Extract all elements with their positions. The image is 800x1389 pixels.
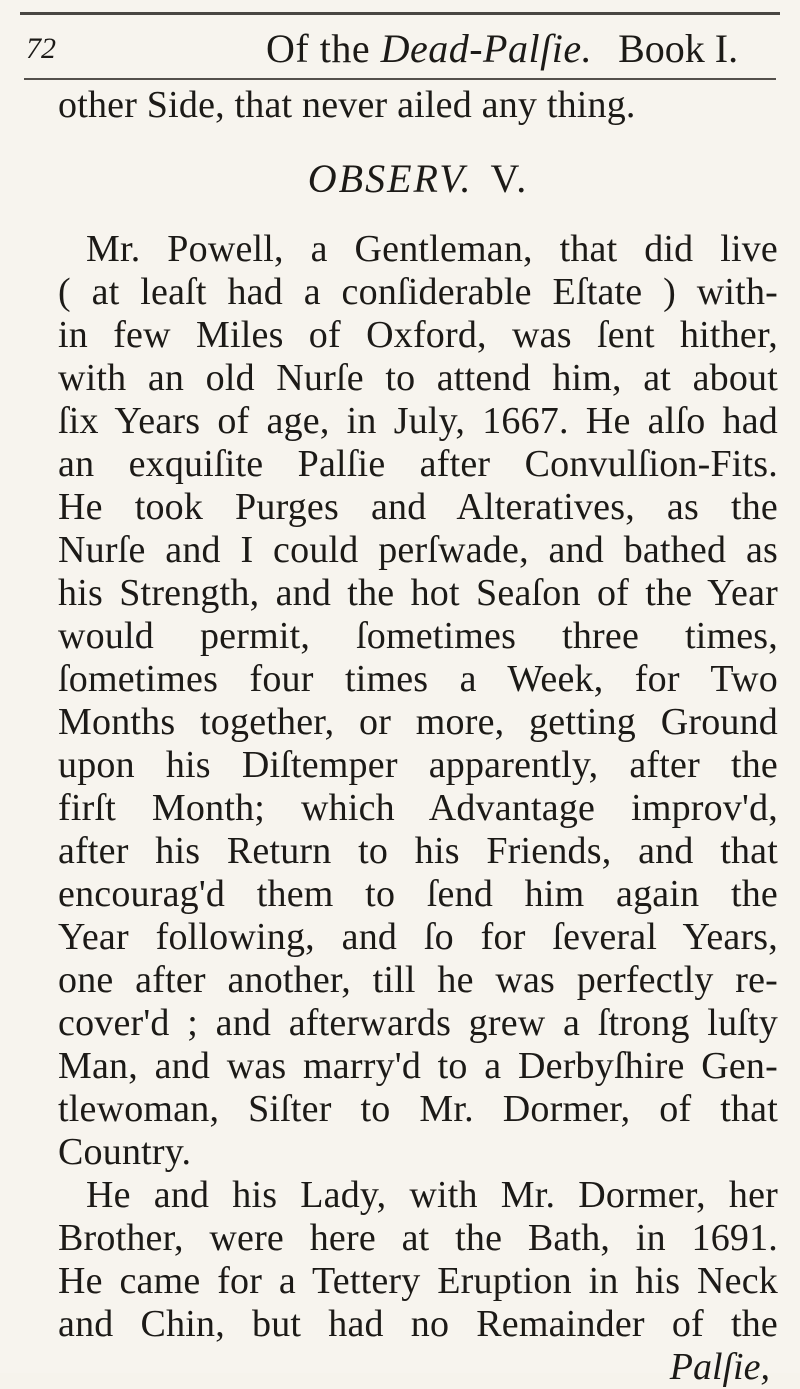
text-line: Mr. Powell, a Gentleman, that did live — [86, 228, 778, 270]
text-line: He and his Lady, with Mr. Dormer, her — [86, 1174, 778, 1216]
text-line: would permit, ſometimes three times, — [58, 615, 778, 657]
text-line: Man, and was marry'd to a Derbyſhire Gen- — [58, 1045, 778, 1087]
head-rule — [24, 78, 776, 80]
text-line: and Chin, but had no Remainder of the — [58, 1303, 778, 1345]
catchword: Palſie, — [669, 1346, 770, 1388]
text-line: tlewoman, Siſter to Mr. Dormer, of that — [58, 1088, 778, 1130]
text-line: Nurſe and I could perſwade, and bathed as — [58, 529, 778, 571]
observation-label: OBSERV. — [307, 156, 473, 201]
observation-number: V. — [490, 156, 529, 201]
text-line: ſometimes four times a Week, for Two — [58, 658, 778, 700]
text-line: encourag'd them to ſend him again the — [58, 873, 778, 915]
text-line: Months together, or more, getting Ground — [58, 701, 778, 743]
text-line: other Side, that never ailed any thing. — [58, 84, 636, 126]
text-line: firſt Month; which Advantage improv'd, — [58, 787, 778, 829]
top-rule — [20, 12, 780, 15]
text-line: one after another, till he was perfectly re- — [58, 959, 778, 1001]
text-line: ( at leaſt had a conſiderable Eſtate ) with- — [58, 271, 778, 313]
text-line: his Strength, and the hot Seaſon of the Year — [58, 572, 778, 614]
text-line: in few Miles of Oxford, was ſent hither, — [58, 314, 778, 356]
text-line: Country. — [58, 1131, 192, 1173]
page-number: 72 — [26, 32, 56, 65]
body-text — [58, 84, 778, 1389]
text-line: He came for a Tettery Eruption in his Neck — [58, 1260, 778, 1302]
text-line: Brother, were here at the Bath, in 1691. — [58, 1217, 778, 1259]
text-line: He took Purges and Alteratives, as the — [58, 486, 778, 528]
text-line: with an old Nurſe to attend him, at about — [58, 357, 778, 399]
text-line: cover'd ; and afterwards grew a ſtrong luſty — [58, 1002, 778, 1044]
text-line: Year following, and ſo for ſeveral Years, — [58, 916, 778, 958]
book-label: Book I. — [618, 26, 739, 71]
text-line: ſix Years of age, in July, 1667. He alſo had — [58, 400, 778, 442]
text-line: upon his Diſtemper apparently, after the — [58, 744, 778, 786]
running-title-prefix: Of the — [266, 26, 381, 71]
running-title-italic: Dead-Palſie. — [380, 26, 593, 71]
observation-heading — [58, 155, 778, 202]
running-title — [266, 20, 592, 78]
text-line: after his Return to his Friends, and that — [58, 830, 778, 872]
running-head — [26, 20, 774, 78]
text-line: an exquiſite Palſie after Convulſion-Fits. — [58, 443, 778, 485]
